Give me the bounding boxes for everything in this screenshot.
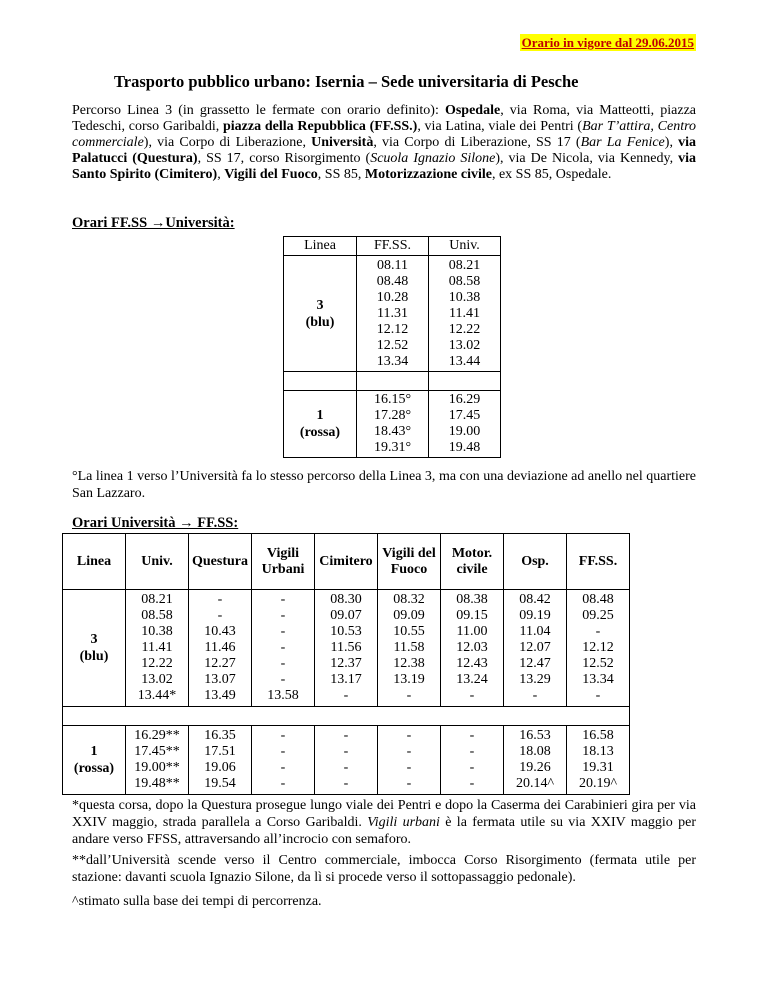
col-header: Motor. civile: [441, 534, 504, 590]
times-column: [378, 726, 441, 795]
time-value: 08.58: [448, 273, 481, 289]
time-value: 11.56: [330, 640, 362, 655]
text-segment: , via Corpo di Liberazione, SS 17 (: [373, 135, 581, 150]
time-value: -: [280, 624, 286, 639]
time-value: 19.26: [519, 760, 551, 775]
time-value: -: [406, 728, 412, 743]
times-ffss: [357, 256, 429, 372]
text-segment: Bar La Fenice: [580, 135, 665, 150]
time-value: 12.43: [456, 656, 488, 671]
time-value: -: [217, 592, 223, 607]
time-value: 13.49: [204, 688, 236, 703]
time-value: -: [280, 592, 286, 607]
time-value: 16.15°: [373, 392, 412, 407]
section-title-ffss-to-univ: Orari FF.SS →Università:: [72, 215, 235, 231]
time-value: -: [280, 640, 286, 655]
time-value: 13.19: [393, 672, 425, 687]
text-segment: Vigili urbani: [367, 815, 440, 830]
text-segment: , SS 17, corso Risorgimento (: [197, 151, 371, 166]
col-header: Osp.: [504, 534, 567, 590]
time-value: 11.04: [519, 624, 551, 639]
col-header-univ: Univ.: [429, 237, 501, 256]
time-value: 12.37: [330, 656, 362, 671]
time-value: 11.46: [204, 640, 236, 655]
col-header: FF.SS.: [567, 534, 630, 590]
route-description: [72, 103, 696, 183]
time-value: 16.58: [582, 728, 614, 743]
col-header-ffss: FF.SS.: [357, 237, 429, 256]
time-value: 16.29**: [134, 728, 180, 743]
time-value: 13.44: [448, 353, 481, 369]
times-column: [189, 726, 252, 795]
time-value: -: [595, 688, 601, 703]
time-value: 09.09: [393, 608, 425, 623]
time-value: 08.30: [330, 592, 362, 607]
time-value: -: [343, 688, 349, 703]
time-value: 20.19^: [578, 776, 618, 791]
note-double-asterisk: **dall’Università scende verso il Centro commerciale, imbocca Corso Risorgimento (fermata utile per stazione: davanti scuola Ignazio Silone, da lì si procede verso il sottopassaggio pedonale).: [72, 853, 696, 885]
time-value: 09.07: [330, 608, 362, 623]
times-ffss: [357, 391, 429, 458]
text-segment: via Santo Spirito (Cimitero): [72, 151, 697, 182]
note-asterisk: [72, 797, 696, 848]
line-label: 3 (blu): [63, 590, 126, 707]
time-value: 17.45**: [134, 744, 180, 759]
time-value: 13.29: [519, 672, 551, 687]
validity-banner: Orario in vigore dal 29.06.2015: [521, 35, 694, 50]
time-value: 09.25: [582, 608, 614, 623]
time-value: 12.52: [376, 337, 409, 353]
time-value: 13.34: [376, 353, 409, 369]
time-value: 18.08: [519, 744, 551, 759]
time-value: -: [469, 744, 475, 759]
time-value: 18.43°: [373, 424, 412, 439]
time-value: 08.48: [376, 273, 409, 289]
time-value: 09.15: [456, 608, 488, 623]
col-header: Vigili del Fuoco: [378, 534, 441, 590]
time-value: 12.52: [582, 656, 614, 671]
text-segment: Ospedale: [444, 103, 501, 118]
times-univ: [429, 256, 501, 372]
time-value: -: [406, 688, 412, 703]
times-column: [567, 590, 630, 707]
time-value: 12.27: [204, 656, 236, 671]
time-value: -: [280, 608, 286, 623]
text-segment: *questa corsa, dopo la Questura prosegue lungo viale dei Pentri e dopo la Caserma dei Carabinieri gira per via XXIV maggio, strada parallela a Corso Garibaldi.: [72, 798, 696, 830]
time-value: 08.38: [456, 592, 488, 607]
time-value: -: [280, 672, 286, 687]
time-value: 11.41: [449, 305, 480, 321]
time-value: 16.35: [204, 728, 236, 743]
time-value: 08.21: [448, 257, 481, 273]
text-segment: piazza della Repubblica (FF.SS.): [223, 119, 418, 134]
time-value: -: [343, 744, 349, 759]
time-value: -: [217, 608, 223, 623]
time-value: -: [469, 760, 475, 775]
time-value: 20.14^: [515, 776, 555, 791]
col-header-linea: Linea: [284, 237, 357, 256]
times-column: [126, 726, 189, 795]
col-header: Questura: [189, 534, 252, 590]
time-value: 12.12: [376, 321, 409, 337]
time-value: 12.22: [141, 656, 173, 671]
text-segment: Scuola Ignazio Silone: [370, 151, 496, 166]
time-value: 12.22: [448, 321, 481, 337]
line-label: 1 (rossa): [63, 726, 126, 795]
text-segment: Bar T’attira, Centro commerciale: [72, 119, 697, 150]
line-label: 1 (rossa): [284, 391, 357, 458]
time-value: 12.12: [582, 640, 614, 655]
text-segment: , via Latina, viale dei Pentri (: [417, 119, 583, 134]
times-column: [189, 590, 252, 707]
times-column: [504, 590, 567, 707]
times-column: [315, 590, 378, 707]
time-value: 17.51: [204, 744, 236, 759]
time-value: 12.47: [519, 656, 551, 671]
time-value: 13.24: [456, 672, 488, 687]
time-value: 08.48: [582, 592, 614, 607]
time-value: -: [406, 744, 412, 759]
time-value: 10.53: [330, 624, 362, 639]
time-value: -: [343, 776, 349, 791]
time-value: 19.48: [448, 440, 481, 455]
time-value: 08.42: [519, 592, 551, 607]
times-column: [441, 590, 504, 707]
time-value: -: [469, 776, 475, 791]
time-value: -: [280, 728, 286, 743]
time-value: 12.03: [456, 640, 488, 655]
time-value: 11.00: [456, 624, 488, 639]
text-segment: è la fermata utile su via XXIV maggio per andare verso FFSS, attraversando all’incrocio con semaforo.: [72, 815, 696, 847]
time-value: 13.07: [204, 672, 236, 687]
time-value: 10.38: [448, 289, 481, 305]
col-header: Cimitero: [315, 534, 378, 590]
time-value: 17.45: [448, 408, 481, 423]
time-value: 19.31: [582, 760, 614, 775]
time-value: 08.32: [393, 592, 425, 607]
time-value: -: [280, 656, 286, 671]
text-segment: via Palatucci (Questura): [72, 135, 696, 166]
time-value: 13.02: [448, 337, 481, 353]
time-value: 10.38: [141, 624, 173, 639]
time-value: -: [469, 688, 475, 703]
time-value: 11.41: [141, 640, 173, 655]
time-value: 12.07: [519, 640, 551, 655]
text-segment: Motorizzazione civile: [364, 167, 492, 182]
time-value: 16.53: [519, 728, 551, 743]
page-title: Trasporto pubblico urbano: Isernia – Sede universitaria di Pesche: [114, 72, 579, 91]
time-value: -: [469, 728, 475, 743]
time-value: -: [280, 744, 286, 759]
note-degree: °La linea 1 verso l’Università fa lo stesso percorso della Linea 3, ma con una deviazione ad anello nel quartiere San Lazzaro.: [72, 469, 696, 501]
times-column: [126, 590, 189, 707]
time-value: 12.38: [393, 656, 425, 671]
time-value: 13.17: [330, 672, 362, 687]
text-segment: , SS 85,: [317, 167, 365, 182]
time-value: 10.28: [376, 289, 409, 305]
time-value: 08.11: [377, 257, 408, 273]
time-value: -: [343, 760, 349, 775]
time-value: 13.34: [582, 672, 614, 687]
col-header: Univ.: [126, 534, 189, 590]
time-value: -: [280, 776, 286, 791]
text-segment: Percorso Linea 3 (in grassetto le fermate con orario definito):: [72, 103, 445, 118]
timetable-univ-to-ffss: [62, 533, 630, 795]
time-value: 09.19: [519, 608, 551, 623]
times-column: [252, 590, 315, 707]
timetable-ffss-to-univ: [283, 236, 501, 458]
time-value: -: [280, 760, 286, 775]
text-segment: ), via De Nicola, via Kennedy,: [495, 151, 679, 166]
time-value: -: [532, 688, 538, 703]
time-value: -: [343, 728, 349, 743]
line-label: 3 (blu): [284, 256, 357, 372]
spacer-cell: [284, 372, 357, 391]
text-segment: ), via Corpo di Liberazione,: [143, 135, 312, 150]
text-segment: , ex SS 85, Ospedale.: [491, 167, 612, 182]
time-value: 19.54: [204, 776, 236, 791]
text-segment: ),: [664, 135, 679, 150]
time-value: 13.02: [141, 672, 173, 687]
section-title-univ-to-ffss: Orari Università → FF.SS:: [72, 515, 239, 531]
times-column: [252, 726, 315, 795]
times-univ: [429, 391, 501, 458]
time-value: 19.00**: [134, 760, 180, 775]
times-column: [504, 726, 567, 795]
col-header: Vigili Urbani: [252, 534, 315, 590]
time-value: 19.48**: [134, 776, 180, 791]
time-value: 10.55: [393, 624, 425, 639]
times-column: [441, 726, 504, 795]
text-segment: Vigili del Fuoco: [224, 167, 318, 182]
col-header: Linea: [63, 534, 126, 590]
time-value: -: [406, 760, 412, 775]
times-column: [567, 726, 630, 795]
times-column: [378, 590, 441, 707]
time-value: 16.29: [448, 392, 481, 407]
time-value: 17.28°: [373, 408, 412, 423]
time-value: 11.58: [393, 640, 425, 655]
time-value: -: [406, 776, 412, 791]
text-segment: ,: [217, 167, 225, 182]
time-value: 11.31: [377, 305, 408, 321]
time-value: 10.43: [204, 624, 236, 639]
times-column: [315, 726, 378, 795]
time-value: 13.58: [267, 688, 299, 703]
time-value: 19.00: [448, 424, 481, 439]
text-segment: Università: [311, 135, 374, 150]
spacer-row: [63, 707, 630, 726]
time-value: 13.44*: [137, 688, 177, 703]
time-value: 18.13: [582, 744, 614, 759]
text-segment: , via Roma, via Matteotti, piazza Tedeschi, corso Garibaldi,: [72, 103, 696, 134]
time-value: -: [595, 624, 601, 639]
note-caret: ^stimato sulla base dei tempi di percorrenza.: [72, 894, 322, 909]
time-value: 19.06: [204, 760, 236, 775]
time-value: 08.58: [141, 608, 173, 623]
time-value: 08.21: [141, 592, 173, 607]
time-value: 19.31°: [373, 440, 412, 455]
